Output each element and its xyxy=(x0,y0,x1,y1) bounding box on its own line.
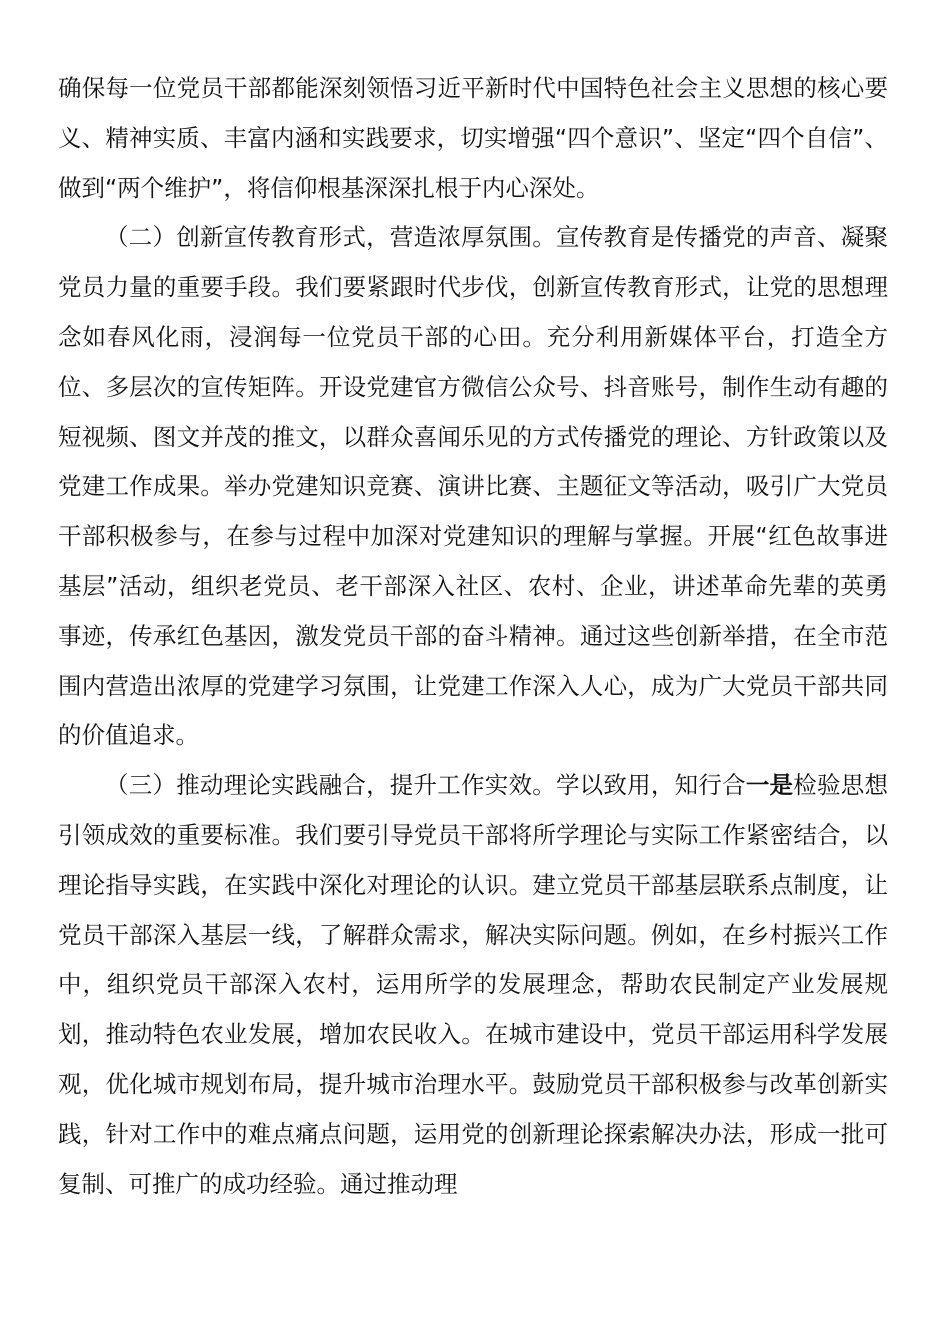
paragraph-3-text-before: （三）推动理论实践融合，提升工作实效。学以致用，知行合 xyxy=(105,771,746,800)
paragraph-3-bold-text: 一是 xyxy=(745,771,794,800)
document-body xyxy=(58,64,888,1209)
paragraph-3-section-three xyxy=(58,761,888,1209)
paragraph-3-text-after: 检验思想引领成效的重要标准。我们要引导党员干部将所学理论与实际工作紧密结合，以理论指导实践，在实践中深化对理论的认识。建立党员干部基层联系点制度，让党员干部深入基层一线，了解群众需求，解决实际问题。例如，在乡村振兴工作中，组织党员干部深入农村，运用所学的发展理念，帮助农民制定产业发展规划，推动特色农业发展，增加农民收入。在城市建设中，党员干部运用科学发展观，优化城市规划布局，提升城市治理水平。鼓励党员干部积极参与改革创新实践，针对工作中的难点痛点问题，运用党的创新理论探索解决办法，形成一批可复制、可推广的成功经验。通过推动理 xyxy=(58,771,888,1198)
paragraph-2-section-two: （二）创新宣传教育形式，营造浓厚氛围。宣传教育是传播党的声音、凝聚党员力量的重要手段。我们要紧跟时代步伐，创新宣传教育形式，让党的思想理念如春风化雨，浸润每一位党员干部的心田。充分利用新媒体平台，打造全方位、多层次的宣传矩阵。开设党建官方微信公众号、抖音账号，制作生动有趣的短视频、图文并茂的推文，以群众喜闻乐见的方式传播党的理论、方针政策以及党建工作成果。举办党建知识竞赛、演讲比赛、主题征文等活动，吸引广大党员干部积极参与，在参与过程中加深对党建知识的理解与掌握。开展“红色故事进基层”活动，组织老党员、老干部深入社区、农村、企业，讲述革命先辈的英勇事迹，传承红色基因，激发党员干部的奋斗精神。通过这些创新举措，在全市范围内营造出浓厚的党建学习氛围，让党建工作深入人心，成为广大党员干部共同的价值追求。 xyxy=(58,223,888,750)
paragraph-1: 确保每一位党员干部都能深刻领悟习近平新时代中国特色社会主义思想的核心要义、精神实质、丰富内涵和实践要求，切实增强“四个意识”、坚定“四个自信”、做到“两个维护”，将信仰根基深深扎根于内心深处。 xyxy=(58,74,888,202)
